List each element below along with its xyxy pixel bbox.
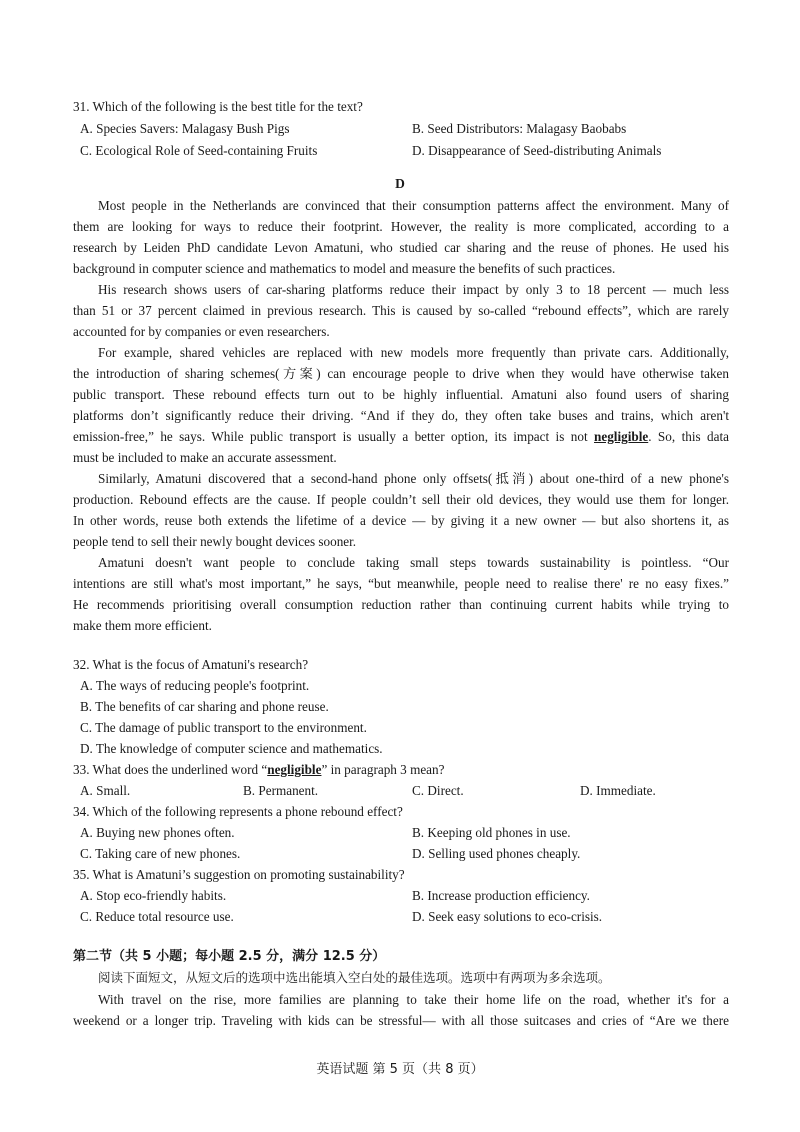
q35-option-b: B. Increase production efficiency.: [412, 888, 590, 903]
passage-d-p4-line: Similarly, Amatuni discovered that a second-hand phone only offsets(抵消) about one-third of a new phone's: [98, 471, 729, 486]
q33-stem-text: 33. What does the underlined word “: [73, 762, 268, 777]
passage-d-p3-text: . So, this data: [648, 429, 729, 444]
passage-d-p3-line-underlined: [73, 428, 729, 446]
section-instruction: 阅读下面短文，从短文后的选项中选出能填入空白处的最佳选项。选项中有两项为多余选项。: [98, 970, 611, 985]
passage-d-p3-line: must be included to make an accurate assessment.: [73, 450, 337, 465]
q31-option-c: C. Ecological Role of Seed-containing Fruits: [80, 143, 318, 158]
passage-d-p5-line: intentions are still what's most important,” he says, “but meanwhile, people need to realise there' re no easy fixes.”: [73, 576, 729, 591]
q35-stem: 35. What is Amatuni’s suggestion on promoting sustainability?: [73, 867, 405, 882]
q33-option-b: B. Permanent.: [243, 783, 319, 798]
q34-option-c: C. Taking care of new phones.: [80, 846, 241, 861]
q33-stem: [73, 761, 444, 779]
passage-d-p4-line: production. Rebound effects are the cause. If people couldn’t sell their old devices, they would use them for longer.: [73, 492, 729, 507]
passage-d-p1-line: background in computer science and mathematics to model and measure the benefits of such practices.: [73, 261, 616, 276]
q31-option-b: B. Seed Distributors: Malagasy Baobabs: [412, 121, 627, 136]
passage-d-p5-line: make them more efficient.: [73, 618, 212, 633]
q35-option-a: A. Stop eco-friendly habits.: [80, 888, 227, 903]
q31-option-d: D. Disappearance of Seed-distributing Animals: [412, 143, 662, 158]
passage-d-p3-line: For example, shared vehicles are replaced with new models more frequently than private cars. Additionally,: [98, 345, 729, 360]
underlined-word: negligible: [594, 429, 649, 444]
q33-stem-text: ” in paragraph 3 mean?: [321, 762, 445, 777]
q33-option-a: A. Small.: [80, 783, 131, 798]
section-heading: 第二节（共 5 小题；每小题 2.5 分，满分 12.5 分）: [73, 949, 386, 964]
q34-option-a: A. Buying new phones often.: [80, 825, 235, 840]
underlined-word: negligible: [267, 762, 322, 777]
passage-d-label: D: [395, 176, 405, 191]
page-footer: 英语试题 第 5 页（共 8 页）: [316, 1062, 484, 1077]
passage-d-p5-line: Amatuni doesn't want people to conclude taking small steps towards sustainability is pointless. “Our: [98, 555, 729, 570]
passage-d-p2-line: accounted for by companies or even researchers.: [73, 324, 330, 339]
q33-option-c: C. Direct.: [412, 783, 464, 798]
passage-d-p3-line: platforms don’t significantly reduce their driving. “And if they do, they often take buses and trains, which aren't: [73, 408, 729, 423]
q32-stem: 32. What is the focus of Amatuni's research?: [73, 657, 309, 672]
q32-option-b: B. The benefits of car sharing and phone reuse.: [80, 699, 329, 714]
q34-option-d: D. Selling used phones cheaply.: [412, 846, 581, 861]
passage-d-p1-line: them are looking for ways to reduce their footprint. However, the reality is more complicated, according to a: [73, 219, 729, 234]
q33-option-d: D. Immediate.: [580, 783, 656, 798]
passage-d-p1-line: Most people in the Netherlands are convinced that their consumption patterns affect the environment. Many of: [98, 198, 729, 213]
q32-option-a: A. The ways of reducing people's footprint.: [80, 678, 310, 693]
section-passage-line: With travel on the rise, more families are planning to take their home life on the road, whether it's for a: [98, 992, 729, 1007]
passage-d-p4-line: people tend to sell their newly bought devices sooner.: [73, 534, 357, 549]
section-passage-line: weekend or a longer trip. Traveling with kids can be stressful— with all those suitcases and cries of “Are we there: [73, 1013, 729, 1028]
passage-d-p5-line: He recommends prioritising overall consumption reduction rather than continuing current habits while trying to: [73, 597, 729, 612]
passage-d-p3-line: the introduction of sharing schemes(方案) can encourage people to drive when they would have otherwise taken: [73, 366, 729, 381]
passage-d-p2-line: than 51 or 37 percent claimed in previous research. This is caused by so-called “rebound effects”, which are rarely: [73, 303, 729, 318]
passage-d-p4-line: In other words, reuse both extends the lifetime of a device — by giving it a new owner — but also shortens it, as: [73, 513, 729, 528]
q32-option-d: D. The knowledge of computer science and mathematics.: [80, 741, 383, 756]
q32-option-c: C. The damage of public transport to the environment.: [80, 720, 367, 735]
q35-option-c: C. Reduce total resource use.: [80, 909, 234, 924]
q34-stem: 34. Which of the following represents a phone rebound effect?: [73, 804, 403, 819]
q35-option-d: D. Seek easy solutions to eco-crisis.: [412, 909, 603, 924]
passage-d-p1-line: research by Leiden PhD candidate Levon Amatuni, who studied car sharing and the reuse of phones. He used his: [73, 240, 729, 255]
passage-d-p2-line: His research shows users of car-sharing platforms reduce their impact by only 3 to 18 percent — much less: [98, 282, 729, 297]
q31-option-a: A. Species Savers: Malagasy Bush Pigs: [80, 121, 290, 136]
passage-d-p3-text: emission-free,” he says. While public transport is usually a better option, its impact is not: [73, 429, 595, 444]
q31-stem: 31. Which of the following is the best title for the text?: [73, 99, 363, 114]
q34-option-b: B. Keeping old phones in use.: [412, 825, 571, 840]
passage-d-p3-line: public transport. These rebound effects turn out to be highly influential. Amatuni also found users of sharing: [73, 387, 729, 402]
